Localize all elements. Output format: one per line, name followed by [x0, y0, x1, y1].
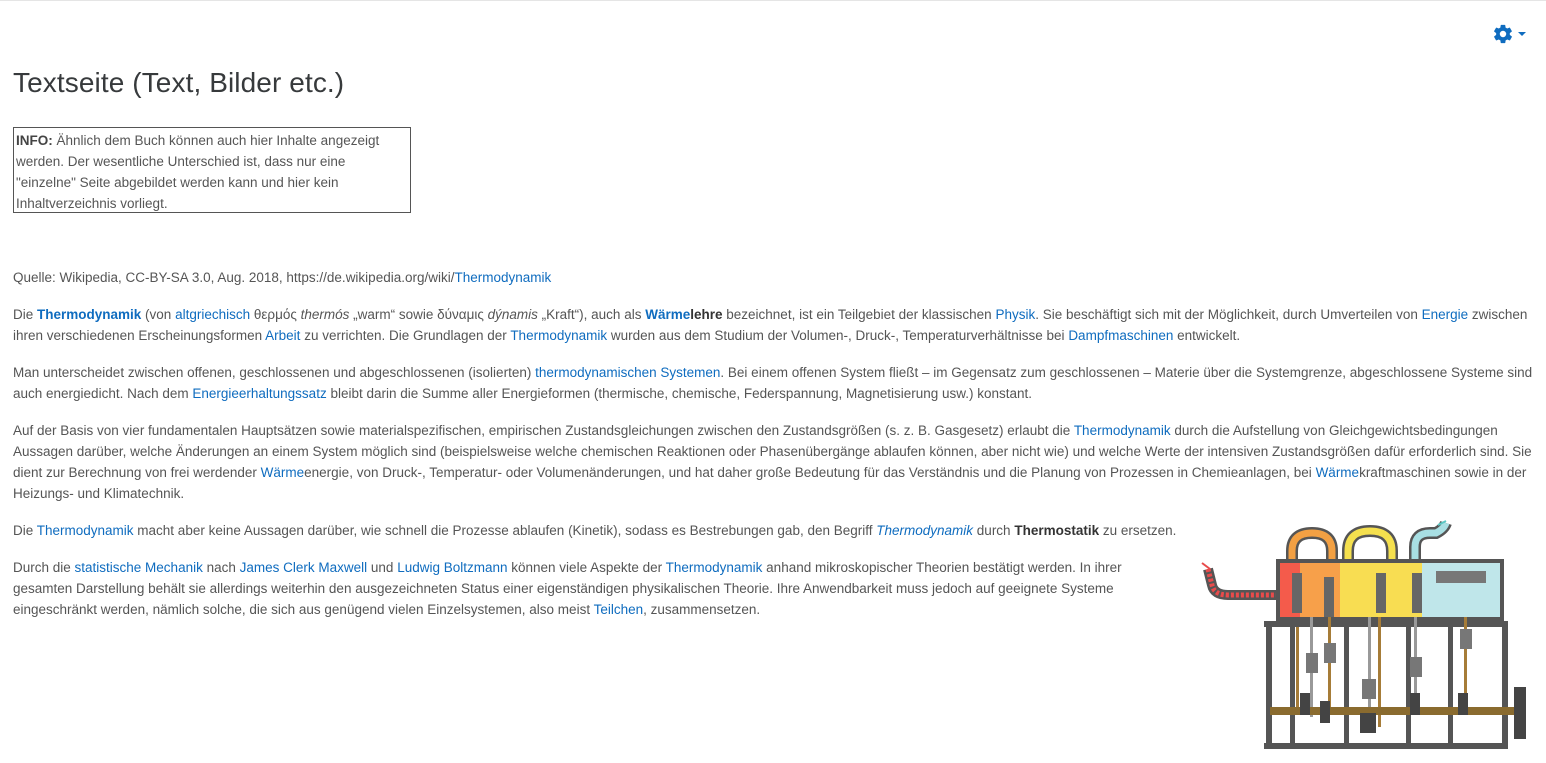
page-title: Textseite (Text, Bilder etc.): [13, 67, 345, 98]
text: wurden aus dem Studium der Volumen-, Druck-, Temperaturverhältnisse bei: [607, 328, 1069, 343]
text: θερμός: [250, 307, 301, 322]
link-waerme[interactable]: Wärme: [260, 465, 305, 480]
paragraph-3: [13, 420, 1533, 504]
link-thermodynamik[interactable]: Thermodynamik: [1073, 423, 1171, 438]
text: nach: [202, 560, 240, 575]
link-label: Thermodynamik: [37, 307, 142, 322]
link-thermodynamik[interactable]: Thermodynamik: [36, 523, 134, 538]
link-altgriechisch[interactable]: altgriechisch: [175, 307, 251, 322]
link-physik[interactable]: Physik: [995, 307, 1036, 322]
bold-term: Thermostatik: [1014, 523, 1100, 538]
link-boltzmann[interactable]: Ludwig Boltzmann: [397, 560, 508, 575]
link-energie[interactable]: Energie: [1421, 307, 1469, 322]
text: entwickelt.: [1173, 328, 1241, 343]
link-label: Thermodynamik: [876, 523, 974, 538]
link-teilchen[interactable]: Teilchen: [593, 602, 644, 617]
text: bezeichnet, ist ein Teilgebiet der klassischen: [722, 307, 996, 322]
chevron-down-icon[interactable]: [1518, 32, 1526, 36]
settings-menu[interactable]: [1492, 21, 1536, 47]
link-statistische-mechanik[interactable]: statistische Mechanik: [74, 560, 203, 575]
link-waerme[interactable]: Wärme: [1315, 465, 1360, 480]
link-maxwell[interactable]: James Clerk Maxwell: [239, 560, 368, 575]
text: Die: [13, 523, 37, 538]
text: . Sie beschäftigt sich mit der Möglichkeit, durch Umverteilen von: [1035, 307, 1422, 322]
link-label: Wärme: [645, 307, 691, 322]
text: und: [367, 560, 398, 575]
link-thermodynamik-italic[interactable]: [876, 523, 973, 538]
text: Die: [13, 307, 38, 322]
paragraph-4: [13, 520, 1183, 541]
info-label: INFO:: [16, 133, 53, 148]
text: , zusammensetzen.: [643, 602, 761, 617]
source-link[interactable]: Thermodynamik: [454, 270, 552, 285]
text: zu ersetzen.: [1099, 523, 1177, 538]
text: „warm“ sowie δύναμις: [349, 307, 488, 322]
text: kraftmaschinen sowie in der Heizungs- und Klimatechnik.: [13, 465, 1527, 501]
link-thermodynamische-systeme[interactable]: thermodynamischen Systemen: [535, 365, 721, 380]
text: können viele Aspekte der: [507, 560, 666, 575]
link-thermodynamik[interactable]: [37, 307, 141, 322]
source-line: [13, 267, 1533, 288]
link-dampfmaschinen[interactable]: Dampfmaschinen: [1068, 328, 1174, 343]
source-prefix: Quelle: Wikipedia, CC-BY-SA 3.0, Aug. 2018, https://de.wikipedia.org/wiki/: [13, 270, 455, 285]
text: durch: [973, 523, 1015, 538]
paragraph-1: [13, 304, 1533, 346]
text: durch die Aufstellung von Gleichgewichtsbedingungen Aussagen darüber, welche Änderungen an einem System möglich sind (beispielsweise welche chemischen Reaktionen oder Phasenübergänge ablaufen können, aber nicht wie) und welche Werte der intensiven Zustandsgrößen dafür erforderlich sind. Sie dient zur Berechnung von frei werdender: [13, 423, 1532, 480]
link-thermodynamik[interactable]: Thermodynamik: [510, 328, 608, 343]
link-waerme[interactable]: [645, 307, 690, 322]
text: Auf der Basis von vier fundamentalen Hauptsätzen sowie materialspezifischen, empirischen Zustandsgleichungen zwischen den Zustandsgrößen (s. z. B. Gasgesetz) erlaubt die: [13, 423, 1074, 438]
text: zu verrichten. Die Grundlagen der: [300, 328, 511, 343]
paragraph-5: [13, 557, 1183, 620]
italic-term: thermós: [300, 307, 350, 322]
steam-engine-image: [1200, 517, 1530, 757]
text: Man unterscheidet zwischen offenen, geschlossenen und abgeschlossenen (isolierten): [13, 365, 536, 380]
text: macht aber keine Aussagen darüber, wie schnell die Prozesse ablaufen (Kinetik), sodass es Bestrebungen gab, den Begriff: [133, 523, 877, 538]
text: energie, von Druck-, Temperatur- oder Volumenänderungen, und hat daher große Bedeutung für das Verständnis und die Planung von Prozessen in Chemieanlagen, bei: [304, 465, 1316, 480]
text: (von: [141, 307, 176, 322]
text: zwischen ihren verschiedenen Erscheinungsformen: [13, 307, 1528, 343]
text: „Kraft“), auch als: [537, 307, 646, 322]
link-arbeit[interactable]: Arbeit: [265, 328, 301, 343]
italic-term: dýnamis: [487, 307, 538, 322]
text: . Bei einem offenen System fließt – im Gegensatz zum geschlossenen – Materie über die Systemgrenze, abgeschlossene Systeme sind auch energiedicht. Nach dem: [13, 365, 1533, 401]
text: Durch die: [13, 560, 75, 575]
gear-icon[interactable]: [1492, 23, 1514, 45]
bold-term: lehre: [690, 307, 723, 322]
link-energieerhaltungssatz[interactable]: Energieerhaltungssatz: [192, 386, 327, 401]
info-text: Ähnlich dem Buch können auch hier Inhalte angezeigt werden. Der wesentliche Unterschied ist, dass nur eine "einzelne" Seite abgebildet werden kann und hier kein Inhaltverzeichnis vorliegt.: [16, 133, 380, 211]
paragraph-2: [13, 362, 1533, 404]
text: anhand mikroskopischer Theorien bestätigt werden. In ihrer gesamten Darstellung behält sie allerdings weiterhin den ausgezeichneten Status einer eigenständigen physikalischen Theorie. Ihre Anwendbarkeit muss jedoch auf geeignete Systeme eingeschränkt werden, nämlich solche, die sich aus genügend vielen Einzelsystemen, also meist: [13, 560, 1122, 617]
info-box: [13, 127, 411, 213]
link-thermodynamik[interactable]: Thermodynamik: [665, 560, 763, 575]
text: bleibt darin die Summe aller Energieformen (thermische, chemische, Federspannung, Magnetisierung usw.) konstant.: [326, 386, 1033, 401]
